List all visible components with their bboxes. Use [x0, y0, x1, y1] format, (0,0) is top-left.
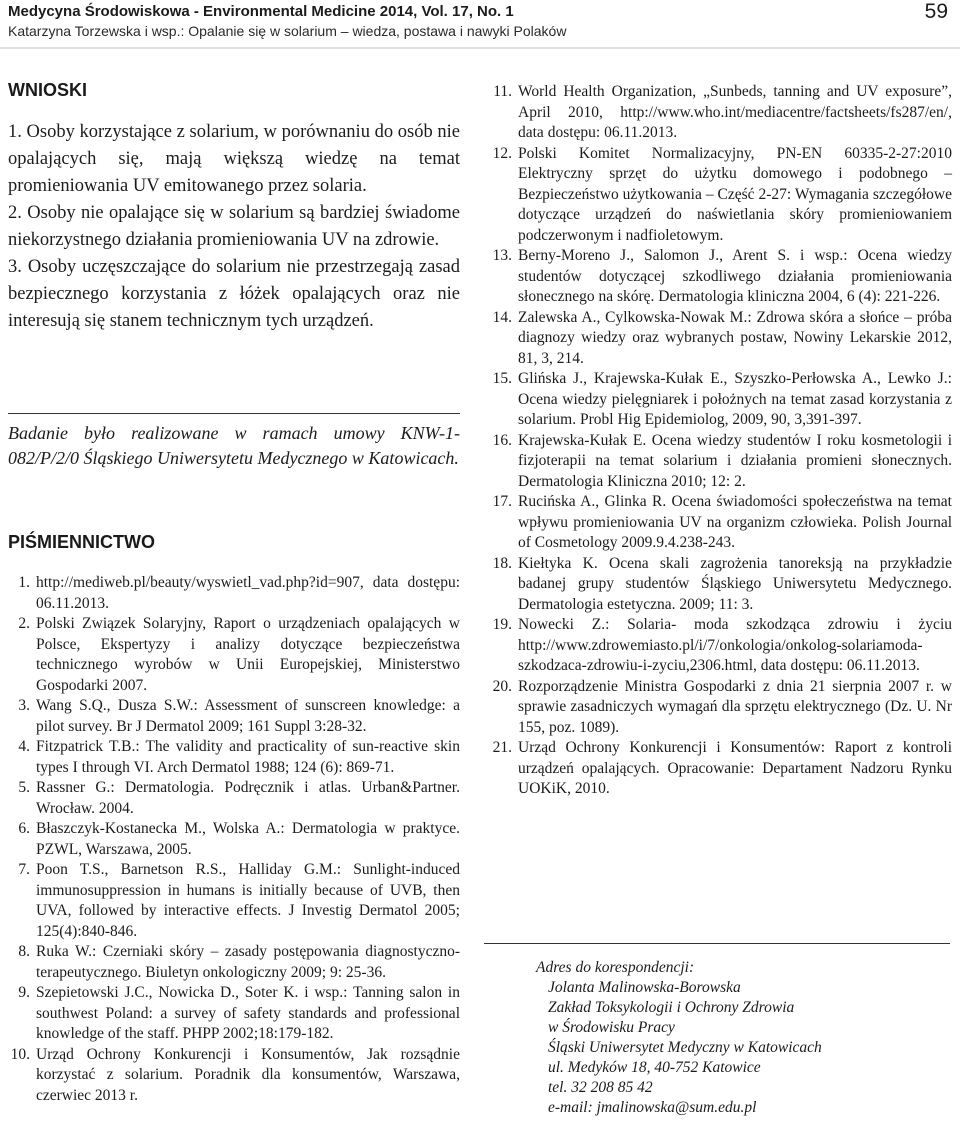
conclusions-list: [8, 119, 460, 335]
reference-item: [490, 369, 952, 431]
correspondence-address: ul. Medyków 18, 40-752 Katowice: [548, 1059, 761, 1076]
reference-text: Rucińska A., Glinka R. Ocena świadomości społeczeństwa na temat wpływu promieniowania UV na organizm człowieka. Polish Journal of Cosmetology 2009.9.4.238-243.: [518, 493, 952, 551]
reference-text: Ruka W.: Czerniaki skóry – zasady postępowania diagnostyczno-terapeutycznego. Biuletyn onkologiczny 2009; 9: 25-36.: [36, 943, 460, 981]
reference-item: [490, 677, 952, 739]
reference-text: World Health Organization, „Sunbeds, tanning and UV exposure”, April 2010, http://www.who.int/mediacentre/factsheets/fs287/en/, data dostępu: 06.11.2013.: [518, 83, 952, 141]
reference-item: [490, 738, 952, 800]
reference-text: Błaszczyk-Kostanecka M., Wolska A.: Dermatologia w praktyce. PZWL, Warszawa, 2005.: [36, 820, 460, 858]
conclusion-item: 1. Osoby korzystające z solarium, w porównaniu do osób nie opalających się, mają większą wiedzę na temat promieniowania UV emitowanego przez solaria.: [8, 122, 460, 196]
conclusion-item: 3. Osoby uczęszczające do solarium nie przestrzegają zasad bezpiecznego korzystania z łóżek opalających oraz nie interesują się stanem technicznym tych urządzeń.: [8, 257, 460, 331]
reference-text: Poon T.S., Barnetson R.S., Halliday G.M.: Sunlight-induced immunosuppression in humans is initially because of UVB, then UVA, followed by interactive effects. J Investig Dermatol 2005; 125(4):840-846.: [36, 861, 460, 940]
correspondence-block: [536, 958, 822, 1118]
reference-item: [8, 860, 460, 942]
reference-text: Polski Komitet Normalizacyjny, PN-EN 60335-2-27:2010 Elektryczny sprzęt do użytku domowego i podobnego – Bezpieczeństwo użytkowania – Część 2-27: Wymagania szczegółowe dotyczące urządzeń do naświetlania skóry promieniowaniem podczerwonym i nadfioletowym.: [518, 144, 952, 244]
reference-item: [490, 246, 952, 308]
reference-number: 21.: [492, 739, 512, 756]
reference-number: 18.: [492, 554, 512, 572]
reference-item: [8, 983, 460, 1045]
reference-number: 10.: [10, 1045, 30, 1063]
reference-number: 2.: [18, 615, 30, 632]
reference-item: [490, 431, 952, 493]
reference-text: Szepietowski J.C., Nowicka D., Soter K. i wsp.: Tanning salon in southwest Poland: a survey of safety standards and professional knowledge of the staff. PHPP 2002;18:179-182.: [36, 984, 460, 1042]
running-title: Katarzyna Torzewska i wsp.: Opalanie się w solarium – wiedza, postawa i nawyki Polaków: [8, 23, 567, 39]
reference-number: 14.: [492, 308, 512, 326]
references-list-left: [8, 573, 460, 1106]
reference-item: [490, 554, 952, 616]
reference-item: [490, 308, 952, 370]
reference-item: [490, 615, 952, 677]
reference-text: Wang S.Q., Dusza S.W.: Assessment of sunscreen knowledge: a pilot survey. Br J Dermatol 2009; 161 Suppl 3:28-32.: [36, 697, 460, 735]
reference-text: Polski Związek Solaryjny, Raport o urządzeniach opalających w Polsce, Ekspertyzy i analizy dotyczące bezpieczeństwa technicznego wyrobów w Unii Europejskiej, Ministerstwo Gospodarki 2007.: [36, 615, 460, 694]
references-section-continued: [490, 82, 952, 800]
reference-number: 12.: [492, 144, 512, 162]
conclusions-section: [8, 80, 460, 335]
reference-number: 6.: [18, 820, 30, 837]
reference-item: [490, 492, 952, 554]
reference-text: Berny-Moreno J., Salomon J., Arent S. i wsp.: Ocena wiedzy studentów dotyczącej szkodliwego działania promieniowania słonecznego na skórę. Dermatologia kliniczna 2004, 6 (4): 221-226.: [518, 247, 952, 305]
correspondence-divider: [484, 943, 950, 944]
reference-item: [8, 1045, 460, 1107]
reference-text: http://mediweb.pl/beauty/wyswietl_vad.php?id=907, data dostępu: 06.11.2013.: [36, 574, 460, 612]
correspondence-department-cont: w Środowisku Pracy: [548, 1019, 675, 1036]
reference-item: [8, 819, 460, 860]
reference-item: [8, 614, 460, 696]
reference-number: 1.: [18, 574, 30, 591]
reference-text: Krajewska-Kułak E. Ocena wiedzy studentów I roku kosmetologii i fizjoterapii na temat solarium i działania promieni słonecznych. Dermatologia Kliniczna 2010; 12: 2.: [518, 431, 952, 490]
reference-item: [8, 573, 460, 614]
reference-text: Urząd Ochrony Konkurencji i Konsumentów, Jak rozsądnie korzystać z solarium. Poradnik dla konsumentów, Warszawa, czerwiec 2013 r.: [36, 1045, 460, 1104]
reference-item: [8, 942, 460, 983]
reference-number: 13.: [492, 247, 512, 264]
reference-text: Kiełtyka K. Ocena skali zagrożenia tanoreksją na przykładzie badanej grupy studentów Śląskiego Uniwersytetu Medycznego. Dermatologia estetyczna. 2009; 11: 3.: [518, 554, 952, 613]
page-number: 59: [924, 0, 948, 23]
reference-item: [8, 737, 460, 778]
reference-number: 4.: [18, 738, 30, 755]
references-heading: PIŚMIENNICTWO: [8, 532, 155, 552]
references-list-right: [490, 82, 952, 800]
reference-number: 19.: [492, 616, 512, 633]
correspondence-name: Jolanta Malinowska-Borowska: [548, 979, 741, 996]
conclusions-heading: WNIOSKI: [8, 80, 87, 100]
reference-text: Urząd Ochrony Konkurencji i Konsumentów: Raport z kontroli urządzeń opalających. Opracowanie: Departament Nadzoru Rynku UOKiK, 2010.: [518, 739, 952, 797]
reference-text: Zalewska A., Cylkowska-Nowak M.: Zdrowa skóra a słońce – próba diagnozy wiedzy oraz wybranych postaw, Nowiny Lekarskie 2012, 81, 3, 214.: [518, 308, 952, 367]
reference-item: [490, 82, 952, 144]
reference-number: 8.: [18, 943, 30, 960]
funding-divider: [8, 413, 460, 414]
reference-item: [8, 778, 460, 819]
reference-number: 3.: [18, 697, 30, 714]
reference-number: 7.: [18, 861, 30, 878]
reference-number: 5.: [18, 779, 30, 796]
reference-number: 17.: [492, 493, 512, 510]
correspondence-department: Zakład Toksykologii i Ochrony Zdrowia: [548, 999, 795, 1016]
correspondence-email[interactable]: e-mail: jmalinowska@sum.edu.pl: [548, 1099, 757, 1116]
reference-item: [8, 696, 460, 737]
reference-text: Rassner G.: Dermatologia. Podręcznik i atlas. Urban&Partner. Wrocław. 2004.: [36, 779, 460, 817]
reference-text: Fitzpatrick T.B.: The validity and practicality of sun-reactive skin types I through VI. Arch Dermatol 1988; 124 (6): 869-71.: [36, 738, 460, 776]
journal-header: Medycyna Środowiskowa - Environmental Medicine 2014, Vol. 17, No. 1: [8, 3, 514, 20]
reference-number: 20.: [492, 677, 512, 695]
reference-item: [490, 144, 952, 247]
correspondence-label: Adres do korespondencji:: [536, 959, 695, 976]
reference-number: 9.: [18, 984, 30, 1001]
conclusion-item: 2. Osoby nie opalające się w solarium są bardziej świadome niekorzystnego działania promieniowania UV na zdrowie.: [8, 203, 460, 250]
funding-note: Badanie było realizowane w ramach umowy KNW-1-082/P/2/0 Śląskiego Uniwersytetu Medycznego w Katowicach.: [8, 423, 460, 468]
reference-text: Nowecki Z.: Solaria- moda szkodząca zdrowiu i życiu http://www.zdrowemiasto.pl/i/7/onkologia/onkolog-solariamoda-szkodzaca-zdrowiu-i-zyciu,2306.html, data dostępu: 06.11.2013.: [518, 616, 952, 674]
reference-number: 15.: [492, 370, 512, 387]
correspondence-university: Śląski Uniwersytet Medyczny w Katowicach: [548, 1039, 822, 1056]
header-divider: [0, 47, 960, 49]
reference-number: 11.: [493, 83, 512, 100]
references-section: [8, 532, 460, 1106]
correspondence-phone: tel. 32 208 85 42: [548, 1079, 653, 1096]
reference-text: Rozporządzenie Ministra Gospodarki z dnia 21 sierpnia 2007 r. w sprawie zasadniczych wymagań dla sprzętu elektrycznego (Dz. U. Nr 155, poz. 1089).: [518, 677, 952, 736]
reference-number: 16.: [492, 431, 512, 449]
reference-text: Glińska J., Krajewska-Kułak E., Szyszko-Perłowska A., Lewko J.: Ocena wiedzy pielęgniarek i położnych na temat zasad korzystania z solarium. Probl Hig Epidemiolog, 2009, 90, 3,391-397.: [518, 370, 952, 428]
